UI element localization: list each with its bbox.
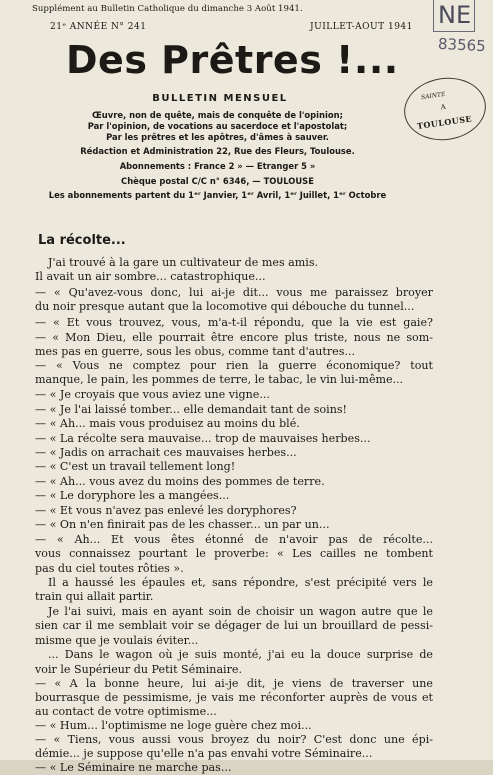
mission-line: Œuvre, non de quête, mais de conquête de l'opinion; xyxy=(92,110,343,120)
article-line: Il a haussé les épaules et, sans répondre, s'est précipité vers le xyxy=(48,576,433,589)
article-line: voir le Supérieur du Petit Séminaire. xyxy=(35,663,242,676)
article-line: — « A la bonne heure, lui ai-je dit, je viens de traverser une xyxy=(35,677,433,690)
article-line: train qui allait partir. xyxy=(35,590,154,603)
article-line: mes pas en guerre, sous les obus, comme tant d'autres... xyxy=(35,345,355,358)
article-line: — « La récolte sera mauvaise... trop de mauvaises herbes... xyxy=(35,432,371,445)
article-line: — « Et vous n'avez pas enlevé les doryphores? xyxy=(35,504,297,517)
handwritten-code: NE xyxy=(433,0,475,32)
issue-number: 21ᵉ ANNÉE N° 241 xyxy=(50,22,147,32)
stamp-line-1: SAINTE xyxy=(420,90,446,102)
article-line: bourrasque de pessimisme, je vais me réconforter auprès de vous et xyxy=(35,691,433,704)
article-line: — « Tiens, vous aussi vous broyez du noir? C'est donc une épi- xyxy=(35,733,433,746)
article-line: — « Je croyais que vous aviez une vigne... xyxy=(35,388,270,401)
article-line: sien car il me semblait voir se dégager de lui un brouillard de pessi- xyxy=(35,619,433,632)
supplement-note: Supplément au Bulletin Catholique du dimanche 3 Août 1941. xyxy=(32,4,303,14)
mission-line: Par l'opinion, de vocations au sacerdoce et l'apostolat; xyxy=(87,121,348,131)
article-line: — « Ah... vous avez du moins des pommes de terre. xyxy=(35,475,325,488)
article-line: — « Et vous trouvez, vous, m'a-t-il répondu, que la vie est gaie? xyxy=(35,316,433,329)
postal-cheque: Chèque postal C/C n° 6346, — TOULOUSE xyxy=(121,176,314,186)
article-line: — « Ah... mais vous produisez au moins du blé. xyxy=(35,417,300,430)
article-line: démie... je suppose qu'elle n'a pas envahi votre Séminaire... xyxy=(35,747,373,760)
article-line: — « Le doryphore les a mangées... xyxy=(35,489,230,502)
masthead-subtitle: BULLETIN MENSUEL xyxy=(152,93,288,104)
article-line: vous connaissez pourtant le proverbe: « Les cailles ne tombent xyxy=(35,547,433,560)
article-line: manque, le pain, les pommes de terre, le tabac, le vin lui-même... xyxy=(35,373,404,386)
article-line: — « Mon Dieu, elle pourrait être encore plus triste, nous ne som- xyxy=(35,331,433,344)
article-line: — « On n'en finirait pas de les chasser... un par un... xyxy=(35,518,330,531)
article-line: — « Qu'avez-vous donc, lui ai-je dit... vous me paraissez broyer xyxy=(35,286,433,299)
article-line: au contact de votre optimisme... xyxy=(35,705,217,718)
article-line: pas du ciel toutes rôties ». xyxy=(35,562,184,575)
handwritten-number: 83565 xyxy=(437,34,487,56)
subscription-start: Les abonnements partent du 1ᵉʳ Janvier, 1ᵉʳ Avril, 1ᵉʳ Juillet, 1ᵉʳ Octobre xyxy=(48,190,387,200)
article-line: — « Ah... Et vous êtes étonné de n'avoir pas de récolte... xyxy=(35,533,433,546)
article-line: — « Le Séminaire ne marche pas... xyxy=(35,761,232,774)
mission-line: Par les prêtres et les apôtres, d'âmes à sauver. xyxy=(106,132,329,142)
subscription-prices: Abonnements : France 2 » — Etranger 5 » xyxy=(119,161,316,171)
article-line: ... Dans le wagon où je suis monté, j'ai eu la douce surprise de xyxy=(48,648,433,661)
article-line: — « C'est un travail tellement long! xyxy=(35,460,236,473)
article-line: — « Vous ne comptez pour rien la guerre économique? tout xyxy=(35,359,433,372)
stamp-line-3: TOULOUSE xyxy=(416,113,473,132)
article-line: misme que je voulais éviter... xyxy=(35,634,199,647)
stamp-line-2: A xyxy=(440,102,447,112)
article-line: — « Hum... l'optimisme ne loge guère chez moi... xyxy=(35,719,312,732)
article-title: La récolte... xyxy=(38,233,126,248)
article-line: Il avait un air sombre... catastrophique... xyxy=(35,270,266,283)
article-line: J'ai trouvé à la gare un cultivateur de mes amis. xyxy=(48,256,319,269)
article-line: du noir presque autant que la locomotive qui débouche du tunnel... xyxy=(35,300,415,313)
masthead-title: Des Prêtres !... xyxy=(66,38,399,82)
redaction-address: Rédaction et Administration 22, Rue des Fleurs, Toulouse. xyxy=(80,146,355,156)
article-line: — « Jadis on arrachait ces mauvaises herbes... xyxy=(35,446,297,459)
article-line: Je l'ai suivi, mais en ayant soin de choisir un wagon autre que le xyxy=(48,605,433,618)
issue-date: JUILLET-AOUT 1941 xyxy=(310,22,413,32)
article-line: — « Je l'ai laissé tomber... elle demandait tant de soins! xyxy=(35,403,348,416)
